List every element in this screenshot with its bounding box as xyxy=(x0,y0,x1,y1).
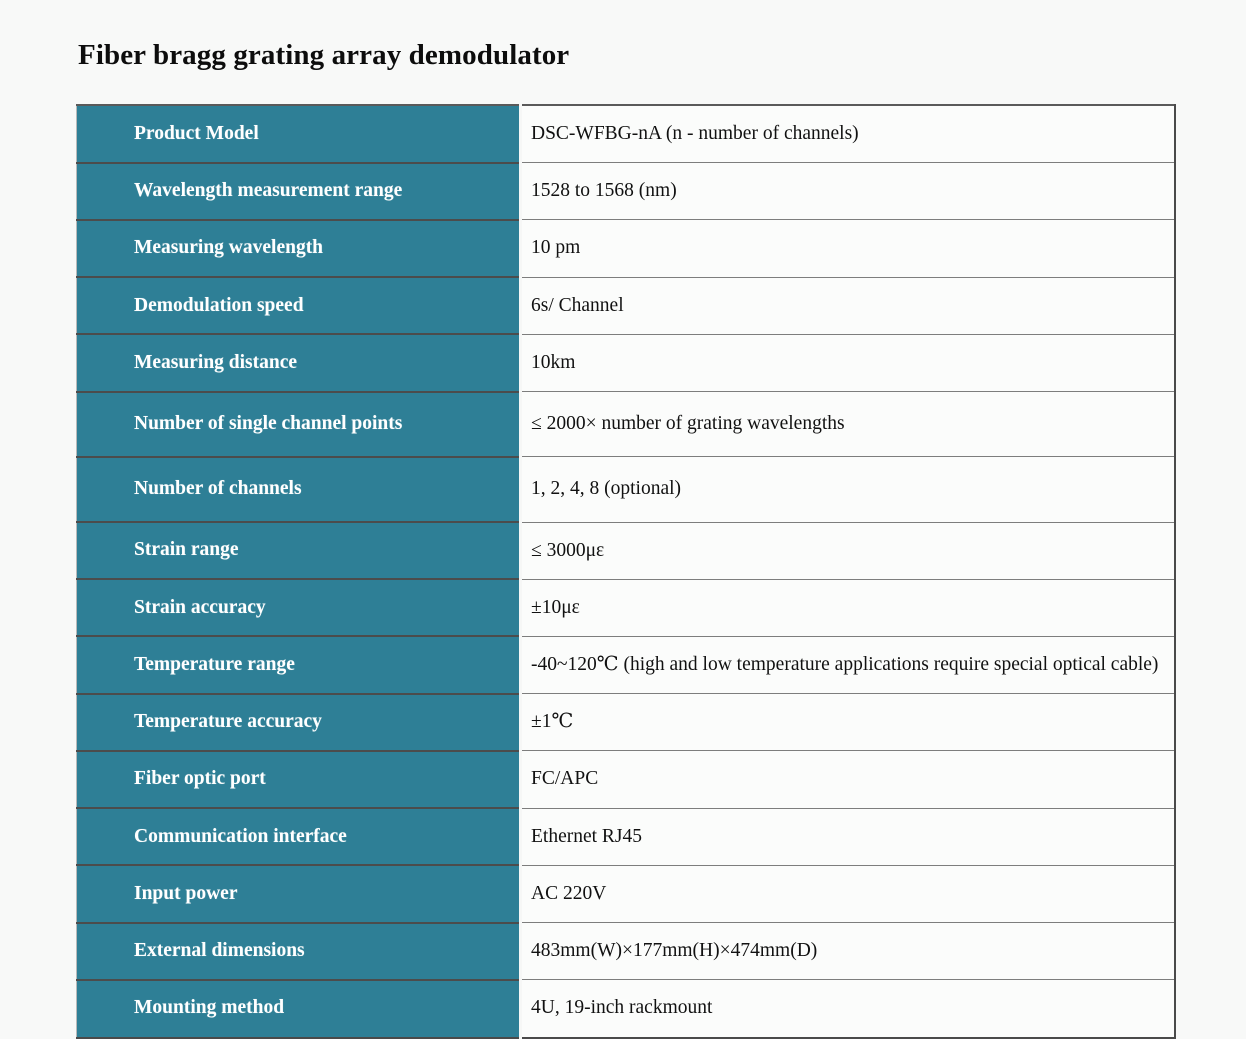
spec-value-measuring-distance: 10km xyxy=(521,334,1175,391)
table-row xyxy=(77,105,1175,163)
table-row xyxy=(77,579,1175,636)
table-row xyxy=(77,163,1175,220)
spec-value-external-dimensions: 483mm(W)×177mm(H)×474mm(D) xyxy=(521,923,1175,980)
table-row xyxy=(77,277,1175,334)
table-row xyxy=(77,980,1175,1038)
spec-value-demodulation-speed: 6s/ Channel xyxy=(521,277,1175,334)
spec-value-communication-interface: Ethernet RJ45 xyxy=(521,808,1175,865)
spec-label-number-of-channels: Number of channels xyxy=(77,457,521,522)
spec-label-communication-interface: Communication interface xyxy=(77,808,521,865)
spec-label-external-dimensions: External dimensions xyxy=(77,923,521,980)
spec-label-demodulation-speed: Demodulation speed xyxy=(77,277,521,334)
spec-label-product-model: Product Model xyxy=(77,105,521,163)
spec-label-temperature-range: Temperature range xyxy=(77,636,521,693)
spec-value-temperature-accuracy: ±1℃ xyxy=(521,694,1175,751)
spec-value-strain-accuracy: ±10με xyxy=(521,579,1175,636)
page-title: Fiber bragg grating array demodulator xyxy=(78,39,570,72)
spec-value-strain-range: ≤ 3000με xyxy=(521,522,1175,579)
spec-label-wavelength-measurement-range: Wavelength measurement range xyxy=(77,163,521,220)
spec-value-number-of-channels: 1, 2, 4, 8 (optional) xyxy=(521,457,1175,522)
table-row xyxy=(77,334,1175,391)
spec-value-input-power: AC 220V xyxy=(521,865,1175,922)
specification-table-body xyxy=(77,105,1175,1038)
specification-table xyxy=(76,104,1176,1039)
spec-value-wavelength-measurement-range: 1528 to 1568 (nm) xyxy=(521,163,1175,220)
spec-value-measuring-wavelength: 10 pm xyxy=(521,220,1175,277)
specification-table-container xyxy=(76,104,1174,1039)
table-row xyxy=(77,808,1175,865)
table-row xyxy=(77,865,1175,922)
table-row xyxy=(77,220,1175,277)
spec-value-mounting-method: 4U, 19-inch rackmount xyxy=(521,980,1175,1038)
spec-label-measuring-wavelength: Measuring wavelength xyxy=(77,220,521,277)
spec-value-product-model: DSC-WFBG-nA (n - number of channels) xyxy=(521,105,1175,163)
spec-value-number-of-single-channel-points: ≤ 2000× number of grating wavelengths xyxy=(521,392,1175,457)
spec-label-strain-accuracy: Strain accuracy xyxy=(77,579,521,636)
spec-label-number-of-single-channel-points: Number of single channel points xyxy=(77,392,521,457)
spec-label-strain-range: Strain range xyxy=(77,522,521,579)
spec-label-temperature-accuracy: Temperature accuracy xyxy=(77,694,521,751)
spec-value-temperature-range: -40~120℃ (high and low temperature applications require special optical cable) xyxy=(521,636,1175,693)
table-row xyxy=(77,636,1175,693)
table-row xyxy=(77,522,1175,579)
spec-label-fiber-optic-port: Fiber optic port xyxy=(77,751,521,808)
table-row xyxy=(77,923,1175,980)
spec-label-mounting-method: Mounting method xyxy=(77,980,521,1038)
table-row xyxy=(77,457,1175,522)
spec-label-measuring-distance: Measuring distance xyxy=(77,334,521,391)
table-row xyxy=(77,392,1175,457)
table-row xyxy=(77,694,1175,751)
spec-label-input-power: Input power xyxy=(77,865,521,922)
spec-value-fiber-optic-port: FC/APC xyxy=(521,751,1175,808)
table-row xyxy=(77,751,1175,808)
